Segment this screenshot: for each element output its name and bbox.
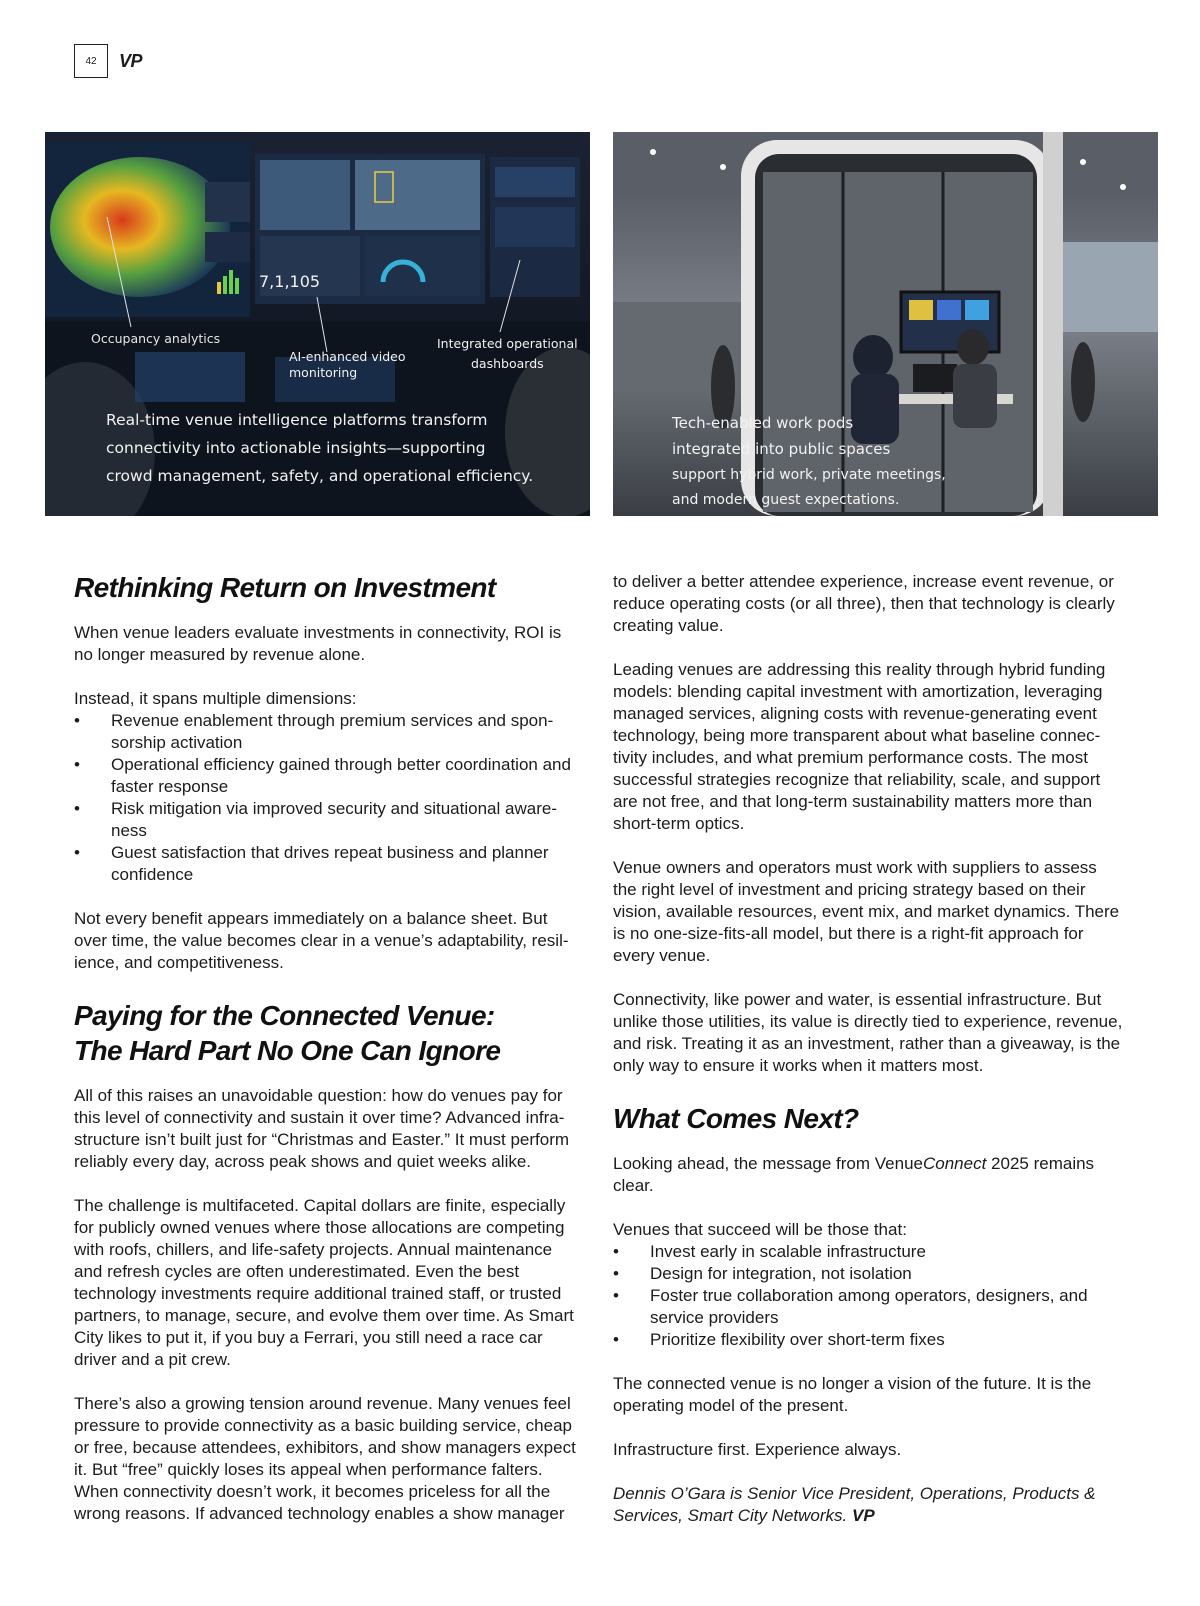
paragraph: Not every benefit appears immediately on a balance sheet. But over time, the value becomes clear in a venue’s adaptability, resilience, and competitiveness.	[74, 909, 569, 972]
work-pod-photo	[613, 132, 1158, 516]
paragraph: Infrastructure first. Experience always.	[613, 1440, 902, 1459]
left-caption-line-2: connectivity into actionable insights—supporting	[106, 439, 486, 457]
brand-logo: VP	[119, 51, 143, 71]
left-caption-line-1: Real-time venue intelligence platforms transform	[106, 411, 488, 429]
control-room-illustration	[45, 132, 590, 516]
text: 2025 remains clear.	[613, 1154, 1095, 1195]
paragraph: Venue owners and operators must work with suppliers to assess the right level of investment and pricing strategy based on their vision, available resources, event mix, and market dynamics. There is no one-size-fits-all model, but there is a right-fit approach for every venue.	[613, 858, 1120, 965]
list-item: • Design for integration, not isolation	[613, 1263, 1123, 1285]
right-caption-line-3: support hybrid work, private meetings,	[672, 467, 946, 483]
list-item: • Revenue enablement through premium services and sponsorship activation	[74, 710, 584, 754]
left-caption-line-3: crowd management, safety, and operational efficiency.	[106, 467, 534, 485]
video-label-2: monitoring	[289, 365, 358, 380]
heading-rethinking-roi: Rethinking Return on Investment	[74, 572, 496, 603]
paragraph: There’s also a growing tension around revenue. Many venues feel pressure to provide connectivity as a basic building service, cheap or free, because attendees, exhibitors, and show managers expect it. But “free” quickly loses its appeal when performance falters. When connectivity doesn’t work, it becomes priceless for all the wrong reasons. If advanced technology enables a show manager	[74, 1394, 576, 1523]
right-caption-line-1: Tech-enabled work pods	[672, 414, 854, 432]
right-caption-line-2: integrated into public spaces	[672, 440, 891, 458]
success-list	[613, 1241, 1123, 1351]
paragraph: Leading venues are addressing this reality through hybrid funding models: blending capital investment with amortization, leveraging managed services, aligning costs with revenue-generating event technology, being more transparent about what baseline connectivity includes, and what premium performance costs. The most successful strategies recognize that reliability, scale, and support are not free, and that long-term sustainability matters more than short-term optics.	[613, 660, 1106, 833]
end-mark: VP	[852, 1506, 875, 1525]
right-column	[613, 571, 1123, 1527]
paragraph: All of this raises an unavoidable question: how do venues pay for this level of connectivity and sustain it over time? Advanced infrastructure isn’t built just for “Christmas and Easter.” It must perform reliably every day, across peak shows and quiet weeks alike.	[74, 1086, 570, 1171]
heading-paying-line-1: Paying for the Connected Venue:	[74, 1000, 495, 1031]
dashboards-label-2: dashboards	[471, 356, 544, 371]
list-item: • Guest satisfaction that drives repeat business and planner confidence	[74, 842, 584, 886]
work-pod-illustration	[613, 132, 1158, 516]
byline-text: Dennis O’Gara is Senior Vice President, Operations, Products & Services, Smart City Networks.	[613, 1484, 1096, 1525]
heading-what-comes-next: What Comes Next?	[613, 1103, 859, 1134]
list-item: • Risk mitigation via improved security and situational awareness	[74, 798, 584, 842]
text: Looking ahead, the message from Venue	[613, 1154, 923, 1173]
paragraph: When venue leaders evaluate investments in connectivity, ROI is no longer measured by revenue alone.	[74, 623, 562, 664]
control-room-photo	[45, 132, 590, 516]
heading-paying-line-2: The Hard Part No One Can Ignore	[74, 1035, 501, 1066]
venueconnect-emphasis: Connect	[923, 1154, 987, 1173]
list-item: • Foster true collaboration among operators, designers, and service providers	[613, 1285, 1123, 1329]
paragraph	[613, 1153, 1123, 1197]
dashboards-label-1: Integrated operational	[437, 336, 578, 351]
right-caption-line-4: and modern guest expectations.	[672, 492, 900, 508]
paragraph: The connected venue is no longer a vision of the future. It is the operating model of the present.	[613, 1374, 1092, 1415]
list-item: • Invest early in scalable infrastructure	[613, 1241, 1123, 1263]
paragraph: to deliver a better attendee experience, increase event revenue, or reduce operating costs (or all three), then that technology is clearly creating value.	[613, 572, 1115, 635]
video-label-1: AI-enhanced video	[289, 349, 406, 364]
paragraph: Instead, it spans multiple dimensions:	[74, 689, 357, 708]
page-number: 42	[74, 44, 108, 78]
paragraph: The challenge is multifaceted. Capital dollars are finite, especially for publicly owned venues where those allocations are competing with roofs, chillers, and life-safety projects. Annual maintenance and refresh cycles are often underestimated. Even the best technology investments require additional trained staff, or trusted partners, to manage, secure, and evolve them over time. As Smart City likes to put it, if you buy a Ferrari, you still need a race car driver and a pit crew.	[74, 1196, 574, 1369]
author-byline	[613, 1483, 1123, 1527]
left-column	[74, 570, 584, 1525]
occupancy-label: Occupancy analytics	[91, 331, 221, 346]
counter-readout: 7,1,105	[259, 272, 321, 291]
paragraph: Connectivity, like power and water, is essential infrastructure. But unlike those utilities, its value is directly tied to experience, revenue, and risk. Treating it as an investment, rather than a giveaway, is the only way to ensure it works when it matters most.	[613, 990, 1123, 1075]
list-item: • Operational efficiency gained through better coordination and faster response	[74, 754, 584, 798]
roi-dimensions-list	[74, 710, 584, 886]
list-item: • Prioritize flexibility over short-term fixes	[613, 1329, 1123, 1351]
paragraph: Venues that succeed will be those that:	[613, 1220, 907, 1239]
